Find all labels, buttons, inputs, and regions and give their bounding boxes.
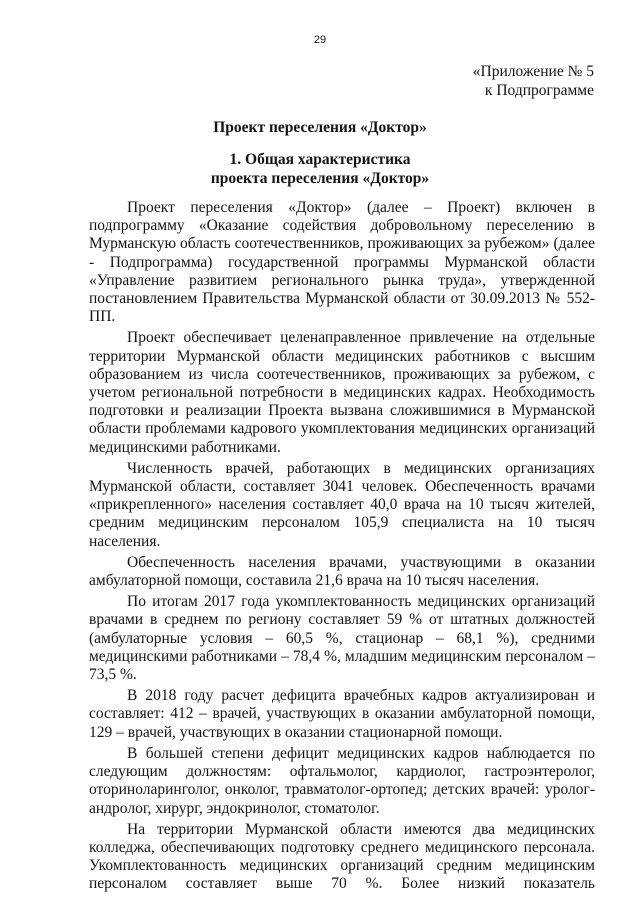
paragraph-4: Обеспеченность населения врачами, участвующими в оказании амбулаторной помощи, составила 21,6 врача на 10 тысяч населения. <box>89 553 595 590</box>
paragraph-7: В большей степени дефицит медицинских кадров наблюдается по следующим должностям: офтальмолог, кардиолог, гастроэнтеролог, оториноларинголог, онколог, травматолог-ортопед; детских врачей: уролог-андролог, хирург, эндокринолог, стоматолог. <box>89 744 595 817</box>
appendix-line-2: к Подпрограмме <box>484 82 594 99</box>
section-heading-line-1: 1. Общая характеристика <box>229 151 411 168</box>
section-heading <box>0 150 640 188</box>
paragraph-6: В 2018 году расчет дефицита врачебных кадров актуализирован и составляет: 412 – врачей, участвующих в оказании амбулаторной помощи, 129 – врачей, участвующих в оказании стационарной помощи. <box>89 687 595 741</box>
appendix-reference <box>473 62 594 100</box>
page-number: 29 <box>313 34 327 46</box>
paragraph-2: Проект обеспечивает целенаправленное привлечение на отдельные территории Мурманской области медицинских работников с высшим образованием из числа соотечественников, проживающих за рубежом, с учетом региональной потребности в медицинских кадрах. Необходимость подготовки и реализации Проекта вызвана сложившимися в Мурманской области проблемами кадрового укомплектования медицинских организаций медицинскими работниками. <box>89 329 595 456</box>
paragraph-1: Проект переселения «Доктор» (далее – Проект) включен в подпрограмму «Оказание содействия добровольному переселению в Мурманскую область соотечественников, проживающих за рубежом» (далее - Подпрограмма) государственной программы Мурманской области «Управление развитием регионального рынка труда», утвержденной постановлением Правительства Мурманской области от 30.09.2013 № 552-ПП. <box>89 199 595 326</box>
section-heading-line-2: проекта переселения «Доктор» <box>210 170 430 187</box>
body-text <box>89 199 595 897</box>
paragraph-8: На территории Мурманской области имеются два медицинских колледжа, обеспечивающих подготовку среднего медицинского персонала. Укомплектованность медицинских организаций средним медицинским персоналом составляет выше 70 %. Более низкий показатель <box>89 820 595 893</box>
appendix-line-1: «Приложение № 5 <box>472 63 594 80</box>
paragraph-5: По итогам 2017 года укомплектованность медицинских организаций врачами в среднем по региону составляет 59 % от штатных должностей (амбулаторные условия – 60,5 %, стационар – 68,1 %), средними медицинскими работниками – 78,4 %, младшим медицинским персоналом – 73,5 %. <box>89 593 595 684</box>
paragraph-3: Численность врачей, работающих в медицинских организациях Мурманской области, составляет 3041 человек. Обеспеченность врачами «прикрепленного» населения составляет 40,0 врача на 10 тысяч жителей, средним медицинским персоналом 105,9 специалиста на 10 тысяч населения. <box>89 459 595 550</box>
document-title: Проект переселения «Доктор» <box>213 119 427 136</box>
